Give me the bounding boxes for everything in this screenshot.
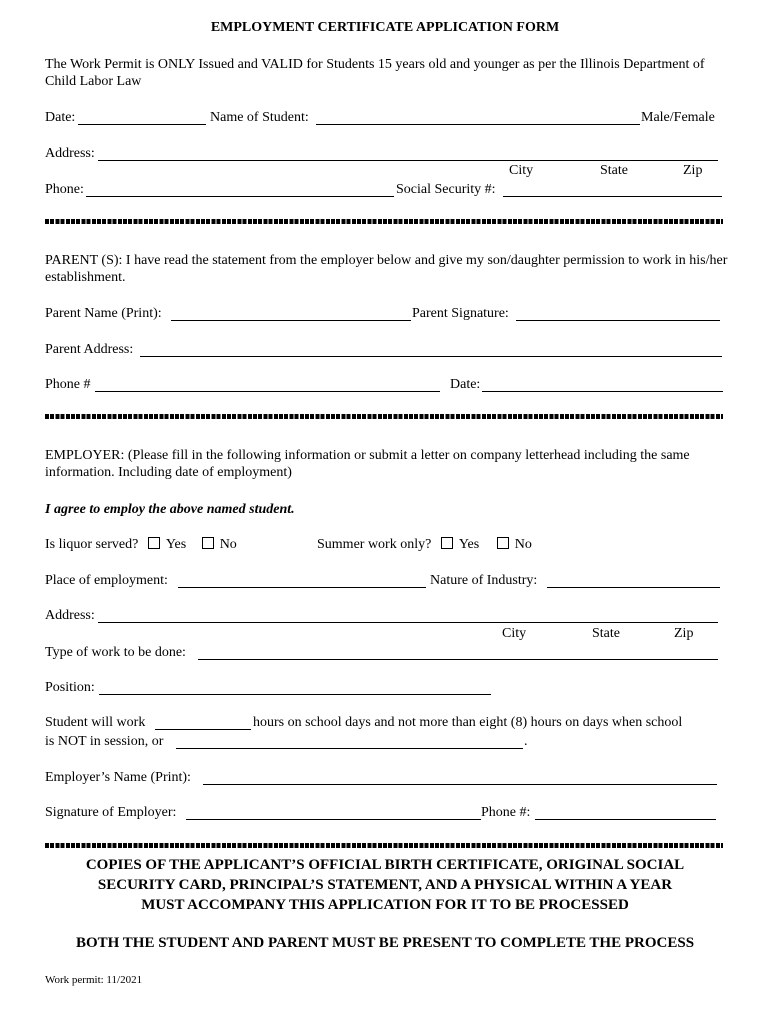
employer-address-field[interactable]	[98, 622, 718, 623]
student-date-field[interactable]	[78, 124, 206, 125]
employer-signature-label: Signature of Employer:	[45, 805, 177, 820]
summer-no-label: No	[514, 537, 532, 552]
summer-yes-label: Yes	[458, 537, 480, 552]
employer-name-field[interactable]	[203, 784, 717, 785]
notice-line-3: MUST ACCOMPANY THIS APPLICATION FOR IT TO BE PROCESSED	[141, 897, 629, 913]
hours-prefix: Student will work	[45, 715, 146, 730]
hours-line2-suffix: .	[524, 734, 528, 749]
gender-label: Male/Female	[641, 110, 715, 125]
summer-no-option[interactable]	[497, 537, 532, 552]
notice-line-2: SECURITY CARD, PRINCIPAL’S STATEMENT, AND A PHYSICAL WITHIN A YEAR	[97, 877, 673, 893]
liquor-no-option[interactable]	[202, 537, 237, 552]
student-phone-label: Phone:	[45, 182, 84, 197]
liquor-yes-label: Yes	[165, 537, 187, 552]
intro-text: The Work Permit is ONLY Issued and VALID for Students 15 years old and younger as per the Illinois Department of Child Labor Law	[45, 57, 705, 89]
form-title: EMPLOYMENT CERTIFICATE APPLICATION FORM	[210, 20, 560, 35]
employer-city-label: City	[502, 626, 527, 641]
work-type-label: Type of work to be done:	[45, 645, 186, 660]
ssn-label: Social Security #:	[396, 182, 496, 197]
checkbox-icon[interactable]	[441, 537, 453, 549]
industry-label: Nature of Industry:	[430, 573, 538, 588]
hours-field[interactable]	[155, 729, 251, 730]
place-label: Place of employment:	[45, 573, 168, 588]
employer-name-label: Employer’s Name (Print):	[45, 770, 191, 785]
employer-statement: EMPLOYER: (Please fill in the following information or submit a letter on company letterhead including the same information. Including date of employment)	[45, 448, 690, 480]
hours-alt-field[interactable]	[176, 748, 523, 749]
parent-phone-label: Phone #	[45, 377, 91, 392]
section-divider	[45, 843, 723, 848]
hours-suffix: hours on school days and not more than eight (8) hours on days when school	[253, 715, 683, 730]
student-address-field[interactable]	[98, 160, 718, 161]
checkbox-icon[interactable]	[148, 537, 160, 549]
place-field[interactable]	[178, 587, 426, 588]
work-type-field[interactable]	[198, 659, 718, 660]
employer-address-label: Address:	[45, 608, 95, 623]
parent-statement: PARENT (S): I have read the statement from the employer below and give my son/daughter permission to work in his/her establishment.	[45, 253, 728, 285]
position-label: Position:	[45, 680, 95, 695]
parent-signature-field[interactable]	[516, 320, 720, 321]
employer-phone-field[interactable]	[535, 819, 716, 820]
parent-name-field[interactable]	[171, 320, 411, 321]
student-address-label: Address:	[45, 146, 95, 161]
employer-state-label: State	[592, 626, 620, 641]
presence-notice: BOTH THE STUDENT AND PARENT MUST BE PRESENT TO COMPLETE THE PROCESS	[75, 935, 695, 951]
employer-zip-label: Zip	[674, 626, 694, 641]
hours-line2-prefix: is NOT in session, or	[45, 734, 164, 749]
liquor-yes-option[interactable]	[148, 537, 186, 552]
notice-line-1: COPIES OF THE APPLICANT’S OFFICIAL BIRTH CERTIFICATE, ORIGINAL SOCIAL	[85, 857, 685, 873]
student-state-label: State	[600, 163, 628, 178]
student-date-label: Date:	[45, 110, 76, 125]
parent-signature-label: Parent Signature:	[412, 306, 509, 321]
student-name-field[interactable]	[316, 124, 640, 125]
student-city-label: City	[509, 163, 534, 178]
parent-phone-field[interactable]	[95, 391, 440, 392]
employer-phone-label: Phone #:	[481, 805, 531, 820]
industry-field[interactable]	[547, 587, 720, 588]
parent-name-label: Parent Name (Print):	[45, 306, 162, 321]
student-zip-label: Zip	[683, 163, 703, 178]
footer-text: Work permit: 11/2021	[45, 974, 143, 986]
section-divider	[45, 219, 723, 224]
parent-date-field[interactable]	[482, 391, 723, 392]
ssn-field[interactable]	[503, 196, 722, 197]
parent-address-label: Parent Address:	[45, 342, 134, 357]
employer-signature-field[interactable]	[186, 819, 481, 820]
position-field[interactable]	[99, 694, 491, 695]
liquor-label: Is liquor served?	[45, 537, 139, 552]
summer-yes-option[interactable]	[441, 537, 479, 552]
liquor-no-label: No	[219, 537, 237, 552]
section-divider	[45, 414, 723, 419]
student-phone-field[interactable]	[86, 196, 394, 197]
checkbox-icon[interactable]	[497, 537, 509, 549]
employer-agree-text: I agree to employ the above named student.	[45, 502, 295, 517]
parent-address-field[interactable]	[140, 356, 722, 357]
summer-label: Summer work only?	[317, 537, 432, 552]
student-name-label: Name of Student:	[210, 110, 309, 125]
summer-question	[317, 537, 532, 553]
liquor-question	[45, 537, 237, 553]
checkbox-icon[interactable]	[202, 537, 214, 549]
parent-date-label: Date:	[450, 377, 481, 392]
